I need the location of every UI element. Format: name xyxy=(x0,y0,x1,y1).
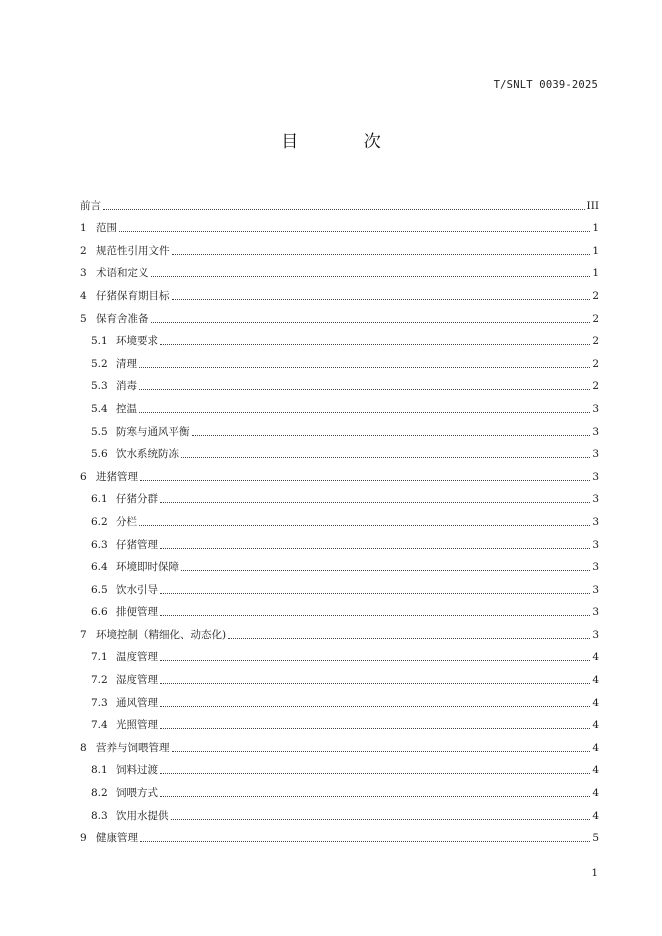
toc-entry-number: 7 xyxy=(80,628,87,641)
toc-dot-leader xyxy=(151,322,591,323)
toc-entry-number: 6.4 xyxy=(91,561,108,574)
toc-entry[interactable] xyxy=(80,280,599,303)
toc-dot-leader xyxy=(171,819,591,820)
toc-dot-leader xyxy=(172,751,591,752)
toc-dot-leader xyxy=(160,615,590,616)
toc-entry-page: 2 xyxy=(592,289,599,302)
toc-entry-title: 排便管理 xyxy=(116,606,158,619)
toc-entry-page: 3 xyxy=(592,628,599,641)
toc-entry-title: 消毒 xyxy=(116,380,137,393)
toc-dot-leader xyxy=(139,525,590,526)
toc-entry-title: 饲料过渡 xyxy=(116,764,158,777)
toc-entry-title: 仔猪管理 xyxy=(116,538,158,551)
toc-entry-page: 4 xyxy=(592,809,599,822)
toc-entry-page: 3 xyxy=(592,448,599,461)
toc-entry[interactable] xyxy=(80,190,599,213)
toc-entry-number: 7.3 xyxy=(91,696,108,709)
toc-entry-title: 仔猪分群 xyxy=(116,493,158,506)
toc-entry[interactable] xyxy=(80,439,599,462)
toc-dot-leader xyxy=(172,254,591,255)
toc-entry-title: 温度管理 xyxy=(116,651,158,664)
toc-entry[interactable] xyxy=(80,529,599,552)
toc-entry-page: 2 xyxy=(592,335,599,348)
toc-entry-title: 健康管理 xyxy=(96,832,138,845)
toc-entry-number: 5.2 xyxy=(91,357,108,370)
toc-dot-leader xyxy=(140,841,590,842)
toc-entry[interactable] xyxy=(80,574,599,597)
toc-dot-leader xyxy=(160,683,590,684)
toc-dot-leader xyxy=(139,389,590,390)
toc-dot-leader xyxy=(160,502,590,503)
toc-entry-page: 4 xyxy=(592,787,599,800)
toc-dot-leader xyxy=(172,299,591,300)
toc-entry-page: 3 xyxy=(592,561,599,574)
toc-dot-leader xyxy=(139,367,590,368)
toc-dot-leader xyxy=(228,638,590,639)
toc-entry-page: 3 xyxy=(592,470,599,483)
toc-dot-leader xyxy=(192,435,591,436)
toc-entry-title: 仔猪保育期目标 xyxy=(96,289,170,302)
toc-entry-page: 2 xyxy=(592,380,599,393)
toc-dot-leader xyxy=(160,593,590,594)
toc-dot-leader xyxy=(160,728,590,729)
toc-entry-title: 湿度管理 xyxy=(116,674,158,687)
toc-entry[interactable] xyxy=(80,552,599,575)
toc-entry-page: 2 xyxy=(592,357,599,370)
toc-entry[interactable] xyxy=(80,213,599,236)
toc-entry-title: 保育舍准备 xyxy=(96,312,149,325)
toc-entry-number: 5.5 xyxy=(91,425,108,438)
toc-title: 目 次 xyxy=(281,132,411,152)
toc-entry-number: 5.4 xyxy=(91,402,108,415)
toc-entry-title: 环境要求 xyxy=(116,335,158,348)
toc-entry-number: 1 xyxy=(80,222,87,235)
toc-dot-leader xyxy=(140,480,590,481)
toc-entry-page: 4 xyxy=(592,741,599,754)
toc-entry[interactable] xyxy=(80,823,599,846)
toc-entry[interactable] xyxy=(80,732,599,755)
toc-entry[interactable] xyxy=(80,348,599,371)
toc-entry[interactable] xyxy=(80,597,599,620)
toc-entry[interactable] xyxy=(80,326,599,349)
toc-entry[interactable] xyxy=(80,371,599,394)
toc-entry-page: 4 xyxy=(592,674,599,687)
toc-entry-title: 营养与饲喂管理 xyxy=(96,741,170,754)
toc-entry-number: 6 xyxy=(80,470,87,483)
toc-entry-number: 6.3 xyxy=(91,538,108,551)
toc-entry-title: 光照管理 xyxy=(116,719,158,732)
toc-entry-number: 6.1 xyxy=(91,493,108,506)
toc-dot-leader xyxy=(151,276,591,277)
toc-dot-leader xyxy=(181,457,590,458)
toc-entry-number: 6.2 xyxy=(91,515,108,528)
toc-entry-page: 3 xyxy=(592,583,599,596)
toc-entry-page: 1 xyxy=(592,244,599,257)
toc-entry-title: 规范性引用文件 xyxy=(96,244,170,257)
toc-entry-number: 5.3 xyxy=(91,380,108,393)
toc-dot-leader xyxy=(181,570,590,571)
toc-entry-title: 环境控制（精细化、动态化) xyxy=(96,628,227,641)
toc-entry-title: 术语和定义 xyxy=(96,267,149,280)
toc-entry-title: 饮用水提供 xyxy=(116,809,169,822)
toc-entry-title: 范围 xyxy=(96,222,117,235)
toc-dot-leader xyxy=(160,548,590,549)
toc-entry-title: 清理 xyxy=(116,357,137,370)
toc-entry-page: 4 xyxy=(592,696,599,709)
toc-entry-number: 6.6 xyxy=(91,606,108,619)
toc-entry-page: 3 xyxy=(592,515,599,528)
toc-dot-leader xyxy=(103,209,585,210)
toc-entry-page: 3 xyxy=(592,402,599,415)
toc-entry-number: 5 xyxy=(80,312,87,325)
toc-entry-title: 通风管理 xyxy=(116,696,158,709)
toc-entry-page: 1 xyxy=(592,222,599,235)
toc-entry[interactable] xyxy=(80,642,599,665)
toc-entry-number: 8 xyxy=(80,741,87,754)
toc-entry-title: 饲喂方式 xyxy=(116,787,158,800)
toc-entry[interactable] xyxy=(80,619,599,642)
toc-entry-title: 控温 xyxy=(116,402,137,415)
toc-dot-leader xyxy=(160,773,590,774)
toc-entry[interactable] xyxy=(80,664,599,687)
toc-entry-page: 1 xyxy=(592,267,599,280)
toc-entry-title: 进猪管理 xyxy=(96,470,138,483)
toc-entry-number: 8.3 xyxy=(91,809,108,822)
toc-dot-leader xyxy=(160,706,590,707)
toc-entry-title: 分栏 xyxy=(116,515,137,528)
toc-entry[interactable] xyxy=(80,461,599,484)
toc-entry-page: 3 xyxy=(592,493,599,506)
toc-entry[interactable] xyxy=(80,800,599,823)
toc-list xyxy=(80,190,599,845)
toc-entry-number: 4 xyxy=(80,289,87,302)
toc-entry-number: 7.4 xyxy=(91,719,108,732)
toc-entry-number: 6.5 xyxy=(91,583,108,596)
toc-entry-number: 5.1 xyxy=(91,335,108,348)
toc-entry-number: 2 xyxy=(80,244,87,257)
toc-entry-page: 4 xyxy=(592,764,599,777)
toc-entry[interactable] xyxy=(80,755,599,778)
toc-entry-title: 饮水引导 xyxy=(116,583,158,596)
toc-entry[interactable] xyxy=(80,393,599,416)
toc-dot-leader xyxy=(139,412,590,413)
toc-entry-number: 5.6 xyxy=(91,448,108,461)
toc-entry[interactable] xyxy=(80,506,599,529)
toc-entry[interactable] xyxy=(80,303,599,326)
toc-entry[interactable] xyxy=(80,258,599,281)
toc-entry-page: 4 xyxy=(592,719,599,732)
toc-entry-page: 5 xyxy=(592,832,599,845)
toc-entry-page: 3 xyxy=(592,538,599,551)
toc-entry-page: III xyxy=(586,199,599,212)
toc-entry-title: 饮水系统防冻 xyxy=(116,448,179,461)
toc-entry-number: 3 xyxy=(80,267,87,280)
toc-dot-leader xyxy=(160,660,590,661)
toc-entry-page: 4 xyxy=(592,651,599,664)
toc-entry-title: 前言 xyxy=(80,199,101,212)
document-code: T/SNLT 0039-2025 xyxy=(493,79,598,91)
toc-entry-title: 环境即时保障 xyxy=(116,561,179,574)
toc-dot-leader xyxy=(119,231,590,232)
toc-entry-page: 2 xyxy=(592,312,599,325)
toc-entry[interactable] xyxy=(80,235,599,258)
toc-entry-number: 7.2 xyxy=(91,674,108,687)
toc-dot-leader xyxy=(160,796,590,797)
toc-entry-number: 8.2 xyxy=(91,787,108,800)
page-number: 1 xyxy=(591,867,598,879)
toc-entry-title: 防寒与通风平衡 xyxy=(116,425,190,438)
toc-entry[interactable] xyxy=(80,416,599,439)
toc-entry-number: 7.1 xyxy=(91,651,108,664)
toc-dot-leader xyxy=(160,344,590,345)
toc-entry[interactable] xyxy=(80,710,599,733)
toc-entry[interactable] xyxy=(80,777,599,800)
toc-entry-number: 8.1 xyxy=(91,764,108,777)
toc-entry[interactable] xyxy=(80,484,599,507)
toc-entry[interactable] xyxy=(80,687,599,710)
toc-entry-page: 3 xyxy=(592,425,599,438)
toc-entry-number: 9 xyxy=(80,832,87,845)
toc-entry-page: 3 xyxy=(592,606,599,619)
